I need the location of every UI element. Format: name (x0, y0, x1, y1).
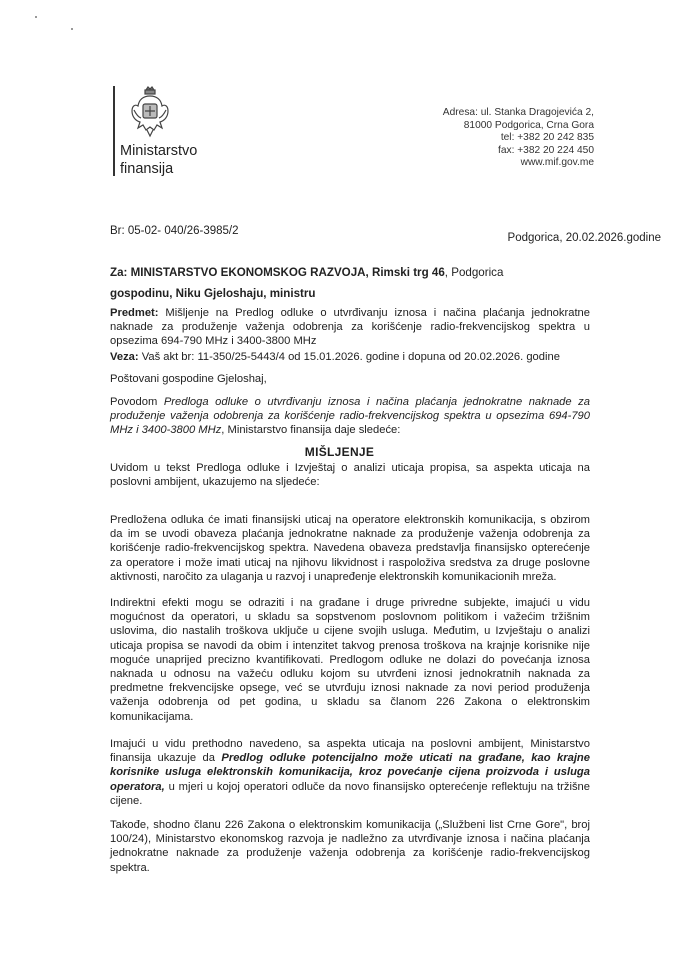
link-text: Vaš akt br: 11-350/25-5443/4 od 15.01.2026. godine i dopuna od 20.02.2026. godine (141, 351, 560, 363)
scan-speck (71, 28, 73, 30)
reference-number: Br: 05-02- 040/26-3985/2 (110, 225, 239, 237)
opinion-heading: MIŠLJENJE (304, 445, 375, 459)
intro-prefix: Povodom (110, 396, 164, 408)
address-street: Adresa: ul. Stanka Dragojevića 2, (442, 107, 594, 118)
recipient-org: MINISTARSTVO EKONOMSKOG RAZVOJA, Rimski trg 46 (130, 266, 445, 279)
ministry-name (120, 142, 197, 178)
paragraph-2: Predložena odluka će imati finansijski uticaj na operatore elektronskih komunikacija, s obzirom da im se uvodi obaveza plaćanja jednokratne naknade za produženje važenja odobrenja za korišćenje radio-frekvencijskog spektra. Navedena obaveza predstavlja finansijsko opterećenje za operatore i može imati uticaj na njihovu likvidnost i raspoloživa sredstva za druge poslovne aktivnosti, naročito za ulaganja u razvoj i unapređenje elektronskih komunikacionih mreža. (110, 514, 590, 583)
recipient-label: Za: (110, 266, 128, 279)
address-block (443, 107, 594, 170)
intro-paragraph (110, 395, 590, 438)
paragraph-3: Indirektni efekti mogu se odraziti i na građane i druge privredne subjekte, imajući u vidu mogućnost da operatori, u skladu sa sopstvenom poslovnom politikom i važećim tržišnim uslovima, dio nastalih troškova uključe u cijene svojih usluga. Međutim, u Izvještaju o analizi uticaja propisa se navodi da obim i intenzitet takvog prenosa troškova na krajnje korisnike nije moguće unaprijed precizno kvantifikovati. Predlogom odluke ne dolazi do povećanja iznosa naknada u odnosu na važeću odluku kojom su utvrđeni iznosi jednokratnih naknada za predmetne frekvencijske opsege, već se utvrđuju iznosi naknade za novi period produženja važenja odobrenja od pet godina, u skladu sa članom 226 Zakona o elektronskim komunikacijama. (110, 597, 590, 723)
p4-prefix: Imajući u vidu prethodno navedeno, sa aspekta uticaja na poslovni ambijent, Ministarstvo finansija ukazuje da (110, 738, 590, 765)
montenegro-coat-of-arms-icon (129, 84, 171, 138)
subject-text: Mišljenje na Predlog odluke o utvrđivanju iznosa i načina plaćanja jednokratne naknade za produženje važenja odobrenja za korišćenje radio-frekvencijskog spektra u opsezima 694-790 MHz i 3400-3800 MHz (110, 307, 590, 348)
link-line (110, 350, 590, 364)
letterhead-divider (113, 86, 115, 176)
place-date: Podgorica, 20.02.2026.godine (507, 232, 661, 244)
salutation: Poštovani gospodine Gjeloshaj, (110, 373, 267, 385)
link-label: Veza: (110, 351, 139, 363)
recipient-line (110, 266, 590, 280)
address-fax: fax: +382 20 224 450 (497, 144, 594, 156)
p4-emphasis: Predlog odluke potencijalno može uticati na građane, kao krajne korisnike usluga elektronskih komunikacija, kroz povećanje cijena proizvoda i usluga operatora, (110, 752, 590, 793)
address-city: 81000 Podgorica, Crna Gora (463, 119, 594, 131)
paragraph-1: Uvidom u tekst Predloga odluke i Izvještaj o analizi uticaja propisa, sa aspekta uticaja na poslovni ambijent, ukazujemo na sljedeće: (110, 462, 590, 489)
recipient-person: gospodinu, Niku Gjeloshaju, ministru (110, 287, 316, 300)
subject (110, 306, 590, 349)
recipient-city: , Podgorica (444, 266, 504, 279)
p4-suffix: u mjeri u kojoj operatori odluče da novo finansijsko opterećenje reflektuju na tržišne cijene. (110, 780, 590, 807)
intro-suffix: , Ministarstvo finansija daje sledeće: (221, 424, 401, 437)
ministry-name-line2: finansija (120, 161, 174, 177)
scan-speck (35, 16, 37, 18)
paragraph-4 (110, 737, 590, 808)
paragraph-5: Takođe, shodno članu 226 Zakona o elektronskim komunikacija („Službeni list Crne Gore", broj 100/24), Ministarstvo ekonomskog razvoja je nadležno za utvrđivanje iznosa i načina plaćanja jednokratne naknade za produženje važenja odobrenja za korišćenje radio-frekvencijskog spektra. (110, 819, 590, 874)
ministry-name-line1: Ministarstvo (120, 143, 198, 159)
address-web: www.mif.gov.me (520, 157, 594, 168)
intro-italic: Predloga odluke o utvrđivanju iznosa i načina plaćanja jednokratne naknade za produženje važenja odobrenja za korišćenje radio-frekvencijskog spektra u opsezima 694-790 MHz i 3400-3800 MHz (110, 396, 590, 437)
subject-label: Predmet: (110, 307, 159, 319)
address-tel: tel: +382 20 242 835 (500, 132, 594, 143)
